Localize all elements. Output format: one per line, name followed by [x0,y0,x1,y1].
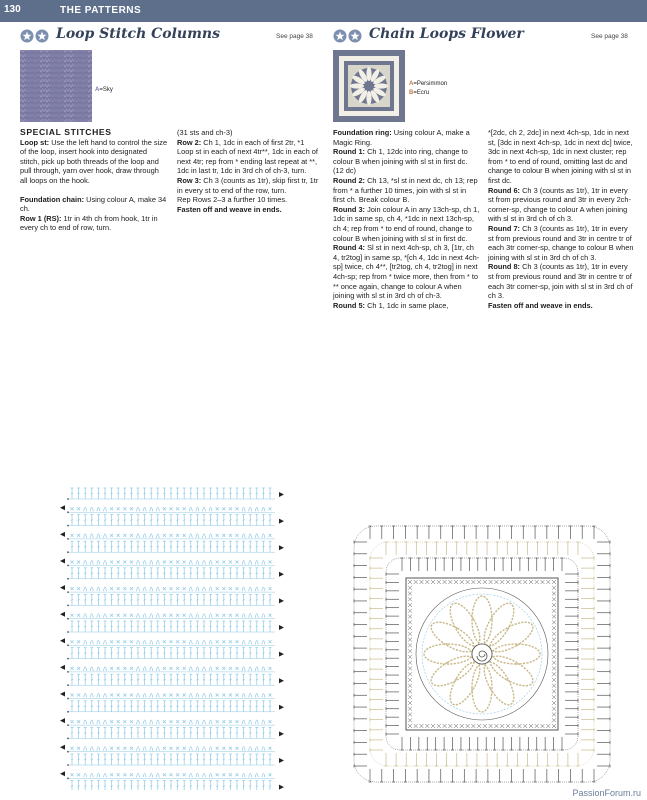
foundation-chain: Foundation chain: Using colour A, make 34 ch. [20,194,167,214]
pattern-title: Chain Loops Flower [369,26,524,42]
key-colour: =Ecru [413,90,430,96]
pattern-title: Loop Stitch Columns [56,26,220,42]
right-instructions-col2 [488,128,634,310]
key-letter: A [95,87,100,93]
key-colour: =Persimmon [413,81,448,87]
round-5: Round 5: Ch 1, 1dc in same place, [333,300,449,310]
loop-stitch-def: Loop st: Use the left hand to control the size of the loop, insert hook into designated stitch, pick up both threads of the loop and pull through, yarn over hook, draw through all loops on the hook. [20,137,168,185]
round-7: Round 7: Ch 3 (counts as 1tr), 1tr in every st from previous round and 3tr in centre tr of each 3tr corner-sp, change to colour B when joining with sl st in 3rd ch of ch 3. [488,223,634,262]
right-instructions-col1 [333,128,480,310]
chain-loops-flower-swatch [333,50,405,122]
round-3: Round 3: Join colour A in any 13ch-sp, ch 1, 1dc in same sp, ch 4, *1dc in next 13ch-sp, ch 4; rep from * to end of round, change to colour B when joining with sl st in first dc. [333,204,480,243]
loop-stitch-swatch [20,50,92,122]
key-letter: A [409,81,414,87]
difficulty-stars-icon [20,29,50,43]
key-letter: B [409,90,414,96]
round-6: Round 6: Ch 3 (counts as 1tr), 1tr in every st from previous round and 3tr in every 2ch-corner-sp, change to colour A when joining with sl st in 3rd ch of ch 3. [488,185,631,224]
foundation-ring: Foundation ring: Using colour A, make a Magic Ring. [333,128,470,147]
row-2: Row 2: Ch 1, 1dc in each of first 2tr, *1 Loop st in each of next 4tr**, 1dc in each of next 4tr; rep from * ending last repeat at **, 1dc in last tr, 1dc in 3rd ch of ch-3, turn. [177,137,318,176]
left-instructions-col2 [177,128,320,214]
colour-key [95,86,113,95]
round-1: Round 1: Ch 1, 12dc into ring, change to colour B when joining with sl st in first dc. (12 dc) [333,147,468,176]
fasten-off: Fasten off and weave in ends. [177,204,282,214]
left-pattern-header [20,26,320,46]
section-title: THE PATTERNS [60,5,142,16]
difficulty-stars-icon [333,29,363,43]
colour-key [409,80,447,98]
see-page-ref: See page 38 [276,33,313,40]
round-2: Round 2: Ch 13, *sl st in next dc, ch 13; rep from * a further 10 times, join with sl st in first ch. Break colour B. [333,175,478,205]
page-number: 130 [4,4,21,15]
round-5-cont: *[2dc, ch 2, 2dc] in next 4ch-sp, 1dc in next st, [3dc in next 4ch-sp, 1dc in next dc] twice, 3dc in next 4ch-sp, 1dc in next cluster; rep from * to end of round, omitting last dc and change to colour B when joining with sl st in first dc. [488,128,633,185]
left-instructions-col1 [20,128,168,233]
key-colour: =Sky [99,87,113,93]
round-4: Round 4: Sl st in next 4ch-sp, ch 3, [1tr, ch 4, tr2tog] in same sp, *[ch 4, 1dc in next 4ch-sp] twice, ch 4**, [tr2tog, ch 4, tr2tog] in next 4ch-sp; rep from * twice more, then from * to ** once again, change to colour A when joining with sl st in 3rd ch of ch-3. [333,243,480,301]
round-8: Round 8: Ch 3 (counts as 1tr), 1tr in every st from previous round and 3tr in centre tr of each 3tr corner-sp, join with sl st in 3rd ch of ch 3. [488,262,633,301]
see-page-ref: See page 38 [591,33,628,40]
row-3: Row 3: Ch 3 (counts as 1tr), skip first tr, 1tr in every st to end of the row, turn. [177,175,319,195]
watermark: PassionForum.ru [572,788,641,798]
repeat-instruction: Rep Rows 2–3 a further 10 times. [177,195,288,205]
chain-loops-flower-chart [338,512,626,796]
right-pattern-header [333,26,633,46]
special-stitches-heading: SPECIAL STITCHES [20,127,112,137]
fasten-off: Fasten off and weave in ends. [488,300,593,310]
row-1: Row 1 (RS): 1tr in 4th ch from hook, 1tr in every ch to end of row, turn. [20,213,158,233]
loop-stitch-chart [55,480,287,790]
top-bar [0,0,647,22]
stitch-count: (31 sts and ch-3) [177,128,233,137]
